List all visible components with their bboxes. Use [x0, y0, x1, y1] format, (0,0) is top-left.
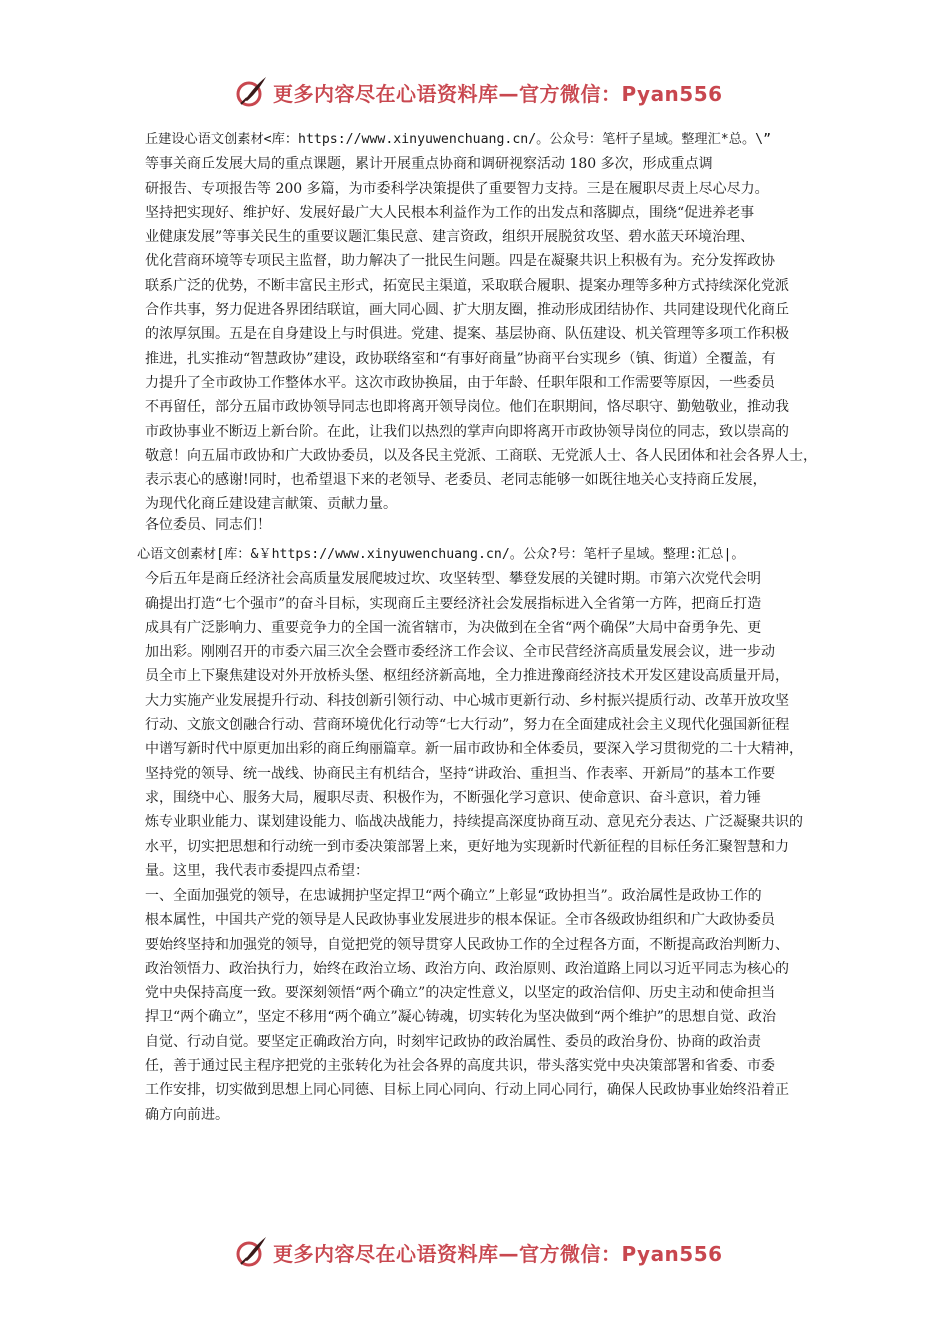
text-line: 水平，切实把思想和行动统一到市委决策部署上来，更好地为实现新时代新征程的目标任务汇聚智慧和力	[145, 838, 789, 855]
paragraph-party-leadership	[145, 884, 825, 1127]
text-line: 力提升了全市政协工作整体水平。这次市政协换届，由于年龄、任职年限和工作需要等原因，一些委员	[145, 374, 775, 391]
text-line: 敬意！向五届市政协和广大政协委员，以及各民主党派、工商联、无党派人士、各人民团体和社会各界人士，	[145, 447, 817, 464]
paragraph-next-five-years	[137, 543, 825, 883]
text-line: 炼专业职业能力、谋划建设能力、临战决战能力，持续提高深度协商互动、意见充分表达、广泛凝聚共识的	[145, 814, 803, 831]
greeting-line: 各位委员、同志们！	[145, 517, 271, 533]
text-line: 今后五年是商丘经济社会高质量发展爬坡过坎、攻坚转型、攀登发展的关键时期。市第六次党代会明	[145, 571, 761, 588]
text-line: 丘建设心语文创素材<库：https://www.xinyuwenchuang.cn/。公众号：笔杆子星域。整理汇*总。\”	[145, 132, 772, 147]
text-line: 业健康发展”等事关民生的重要议题汇集民意、建言资政，组织开展脱贫攻坚、碧水蓝天环境治理、	[145, 229, 755, 246]
text-line: 研报告、专项报告等 200 多篇，为市委科学决策提供了重要智力支持。三是在履职尽责上尽心尽力。	[145, 180, 769, 197]
footer-banner-text: 更多内容尽在心语资料库—官方微信：Pyan556	[273, 1241, 723, 1266]
text-line: 任，善于通过民主程序把党的主张转化为社会各界的高度共识，带头落实党中央决策部署和省委、市委	[145, 1058, 775, 1075]
text-line: 成具有广泛影响力、重要竞争力的全国一流省辖市，为决做到在全省“两个确保”大局中奋勇争先、更	[145, 619, 762, 636]
text-line: 员全市上下聚焦建设对外开放桥头堡、枢纽经济新高地，全力推进豫商经济技术开发区建设高质量开局，	[145, 668, 789, 685]
quill-logo-icon	[233, 74, 269, 110]
text-line: 求，围绕中心、服务大局，履职尽责、积极作为，不断强化学习意识、使命意识、奋斗意识，着力锤	[145, 789, 761, 806]
text-line: 确方向前进。	[145, 1106, 229, 1123]
text-line: 加出彩。刚刚召开的市委六届三次全会暨市委经济工作会议、全市民营经济高质量发展会议，进一步动	[145, 644, 775, 661]
text-line: 心语文创素材[库：&￥https://www.xinyuwenchuang.cn/。公众?号：笔杆子星域。整理:汇总|。	[137, 547, 745, 562]
text-line: 联系广泛的优势，不断丰富民主形式，拓宽民主渠道，采取联合履职、提案办理等多种方式持续深化党派	[145, 277, 789, 294]
text-line: 行动、文旅文创融合行动、营商环境优化行动等“七大行动”，努力在全面建成社会主义现代化强国新征程	[145, 717, 790, 734]
text-line: 等事关商丘发展大局的重点课题，累计开展重点协商和调研视察活动 180 多次，形成重点调	[145, 156, 713, 173]
text-line: 市政协事业不断迈上新台阶。在此，让我们以热烈的掌声向即将离开市政协领导岗位的同志，致以崇高的	[145, 423, 789, 440]
text-line: 确提出打造“七个强市”的奋斗目标，实现商丘主要经济社会发展指标进入全省第一方阵，把商丘打造	[145, 595, 762, 612]
text-line: 工作安排，切实做到思想上同心同德、目标上同心同向、行动上同心同行，确保人民政协事业始终沿着正	[145, 1082, 789, 1099]
text-line: 自觉、行动自觉。要坚定正确政治方向，时刻牢记政协的政治属性、委员的政治身份、协商的政治责	[145, 1033, 761, 1050]
text-line: 的浓厚氛围。五是在自身建设上与时俱进。党建、提案、基层协商、队伍建设、机关管理等多项工作积极	[145, 326, 789, 343]
text-line: 为现代化商丘建设建言献策、贡献力量。	[145, 496, 397, 513]
text-line: 不再留任，部分五届市政协领导同志也即将离开领导岗位。他们在职期间，恪尽职守、勤勉敬业，推动我	[145, 399, 789, 416]
text-line: 根本属性，中国共产党的领导是人民政协事业发展进步的根本保证。全市各级政协组织和广大政协委员	[145, 912, 775, 929]
text-line: 优化营商环境等专项民主监督，助力解决了一批民生问题。四是在凝聚共识上积极有为。充分发挥政协	[145, 253, 775, 270]
paragraph-achievements	[145, 128, 825, 517]
text-line: 推进，扎实推动“智慧政协”建设，政协联络室和“有事好商量”协商平台实现乡（镇、街道）全覆盖，有	[145, 350, 776, 367]
text-line: 中谱写新时代中原更加出彩的商丘绚丽篇章。新一届市政协和全体委员，要深入学习贯彻党的二十大精神，	[145, 741, 803, 758]
header-watermark-banner	[233, 72, 733, 112]
text-line: 要始终坚持和加强党的领导，自觉把党的领导贯穿人民政协工作的全过程各方面，不断提高政治判断力、	[145, 936, 789, 953]
text-line: 政治领悟力、政治执行力，始终在政治立场、政治方向、政治原则、政治道路上同以习近平同志为核心的	[145, 960, 789, 977]
text-line: 量。这里，我代表市委提四点希望：	[145, 862, 369, 879]
footer-watermark-banner	[233, 1232, 733, 1272]
text-line: 坚持把实现好、维护好、发展好最广大人民根本利益作为工作的出发点和落脚点，围绕“促进养老事	[145, 204, 755, 221]
text-line: 合作共事，努力促进各界团结联谊，画大同心圆、扩大朋友圈，推动形成团结协作、共同建设现代化商丘	[145, 302, 789, 319]
text-line: 坚持党的领导、统一战线、协商民主有机结合，坚持“讲政治、重担当、作表率、开新局”的基本工作要	[145, 765, 776, 782]
text-line: 捍卫“两个确立”，坚定不移用“两个确立”凝心铸魂，切实转化为坚决做到“两个维护”的思想自觉、政治	[145, 1009, 776, 1026]
text-line: 表示衷心的感谢!同时，也希望退下来的老领导、老委员、老同志能够一如既往地关心支持商丘发展，	[145, 472, 767, 489]
header-banner-text: 更多内容尽在心语资料库—官方微信：Pyan556	[273, 81, 723, 106]
text-line: 大力实施产业发展提升行动、科技创新引领行动、中心城市更新行动、乡村振兴提质行动、改革开放攻坚	[145, 692, 789, 709]
text-line: 党中央保持高度一致。要深刻领悟“两个确立”的决定性意义，以坚定的政治信仰、历史主动和使命担当	[145, 985, 776, 1002]
quill-logo-icon	[233, 1234, 269, 1270]
text-line: 一、全面加强党的领导，在忠诚拥护坚定捍卫“两个确立”上彰显“政协担当”。政治属性是政协工作的	[145, 888, 762, 904]
